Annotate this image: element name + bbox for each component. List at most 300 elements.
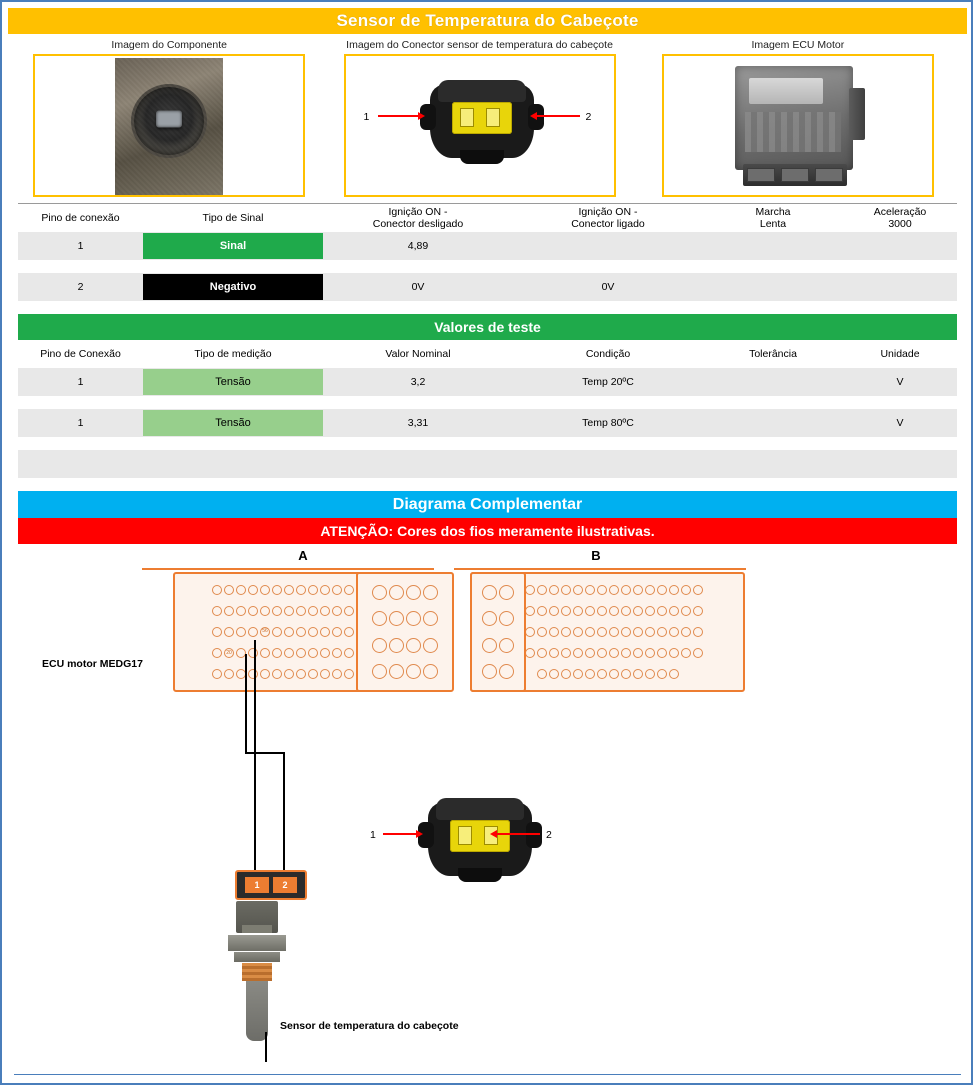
ecu-photo <box>731 62 865 188</box>
ecu-pin <box>389 585 404 600</box>
ecu-pin <box>573 627 583 637</box>
sensor-thread <box>242 963 272 981</box>
ecu-pin <box>212 606 222 616</box>
connector-a-underline <box>142 568 434 570</box>
ecu-pin <box>525 627 535 637</box>
ecu-pin <box>657 627 667 637</box>
ecu-pin <box>597 627 607 637</box>
ecu-pin <box>332 648 342 658</box>
ecu-pin <box>657 606 667 616</box>
connector-drawing <box>420 78 544 164</box>
connector-pin1-arrowhead <box>418 112 425 120</box>
ecu-pin <box>389 664 404 679</box>
ecu-connector-a-right-pins <box>363 579 447 685</box>
ecu-pin <box>657 585 667 595</box>
ecu-pin <box>537 627 547 637</box>
connector-b-underline <box>454 568 746 570</box>
col-header-line2: Conector ligado <box>571 218 645 230</box>
ecu-pin <box>344 627 354 637</box>
ecu-pin <box>320 606 330 616</box>
sensor-pin-1: 1 <box>245 877 269 893</box>
sensor-hex-lower <box>234 952 280 962</box>
cell-measure-type <box>143 368 323 396</box>
ecu-photo-frame <box>662 54 934 197</box>
ecu-pin <box>657 669 667 679</box>
diagram-pin2-leader <box>496 833 540 835</box>
ecu-pin <box>260 669 270 679</box>
ecu-pin <box>681 648 691 658</box>
ecu-pin <box>585 585 595 595</box>
image-caption-connector: Imagem do Conector sensor de temperatura do cabeçote <box>346 39 613 51</box>
ecu-pin <box>693 585 703 595</box>
empty-row-cell <box>18 450 957 478</box>
table-spacer <box>18 437 957 450</box>
cell-signal-type <box>143 232 323 260</box>
col-header-line1: Marcha <box>755 206 791 218</box>
ecu-pin <box>669 606 679 616</box>
cell-condition: Temp 80ºC <box>513 409 703 437</box>
ecu-pin <box>284 606 294 616</box>
spacer-cell <box>18 260 957 273</box>
test-table-header-row <box>18 340 957 368</box>
image-card-component <box>18 37 320 197</box>
ecu-pin <box>645 627 655 637</box>
ecu-pin <box>561 648 571 658</box>
ecu-pin <box>423 585 438 600</box>
ecu-pin <box>332 585 342 595</box>
ecu-pin <box>549 627 559 637</box>
ecu-pin <box>499 611 514 626</box>
diagram-connector-pin2-label: 2 <box>546 829 552 841</box>
col-header-signal-type: Tipo de Sinal <box>202 212 264 224</box>
photo-texture-overlay <box>115 58 223 196</box>
col-header-ign-on-connected <box>513 204 703 232</box>
ecu-pin <box>308 648 318 658</box>
ecu-pin <box>332 627 342 637</box>
col-header-measure-type: Tipo de medição <box>194 348 272 360</box>
connector-pin2-leader <box>536 115 580 117</box>
ecu-pin <box>320 648 330 658</box>
measure-badge: Tensão <box>143 410 323 436</box>
ecu-pin <box>669 669 679 679</box>
ecu-pin <box>525 648 535 658</box>
ecu-pin <box>645 669 655 679</box>
ecu-pin <box>406 664 421 679</box>
cell-condition: Temp 20ºC <box>513 368 703 396</box>
connector-cavity-1 <box>460 108 474 127</box>
ecu-pin <box>224 606 234 616</box>
ecu-pin <box>609 648 619 658</box>
ecu-connector-slot <box>781 168 809 182</box>
col-header-accel <box>843 204 957 232</box>
pin-row <box>477 638 519 653</box>
ecu-pin <box>585 648 595 658</box>
cell-accel <box>843 232 957 260</box>
ecu-pin <box>573 585 583 595</box>
table-spacer <box>18 301 957 314</box>
ecu-pin <box>296 606 306 616</box>
cell-accel <box>843 273 957 301</box>
ecu-pin <box>372 585 387 600</box>
ecu-pin <box>372 611 387 626</box>
ecu-pin <box>669 585 679 595</box>
ecu-pin <box>308 669 318 679</box>
ecu-pin <box>645 606 655 616</box>
col-header-pin: Pino de Conexão <box>40 348 121 360</box>
col-header-unit: Unidade <box>880 348 920 360</box>
ecu-pin <box>525 585 535 595</box>
connector-yellow-insert <box>450 820 510 852</box>
col-header-line2: 3000 <box>888 218 912 230</box>
ecu-pin <box>549 648 559 658</box>
ecu-pin <box>681 627 691 637</box>
ecu-pin <box>621 648 631 658</box>
ecu-pin <box>597 669 607 679</box>
pin-row <box>363 585 447 600</box>
ecu-pin <box>621 627 631 637</box>
ecu-connector-slot <box>747 168 775 182</box>
cell-nominal: 3,2 <box>323 368 513 396</box>
test-table <box>18 340 957 491</box>
ecu-pin <box>296 627 306 637</box>
ecu-pin <box>272 606 282 616</box>
wire-signal-vertical <box>245 654 247 754</box>
connector-wing-right <box>526 822 542 848</box>
cell-ign-on-disconnected: 4,89 <box>323 232 513 260</box>
spacer-cell <box>18 478 957 491</box>
ecu-pin <box>597 648 607 658</box>
spacer-cell <box>18 396 957 409</box>
ecu-pin <box>284 669 294 679</box>
ecu-pin <box>406 638 421 653</box>
sensor-caption: Sensor de temperatura do cabeçote <box>280 1020 459 1032</box>
ecu-pin <box>482 585 497 600</box>
ecu-pin <box>482 664 497 679</box>
ecu-pin <box>585 669 595 679</box>
ecu-pin <box>260 585 270 595</box>
pin-row <box>477 611 519 626</box>
diagram-connector-pin1-label: 1 <box>370 829 376 841</box>
ecu-pin <box>224 585 234 595</box>
cell-ign-on-connected <box>513 232 703 260</box>
ecu-pin <box>693 606 703 616</box>
table-row-empty <box>18 450 957 478</box>
connector-pin1-label: 1 <box>363 111 370 123</box>
cell-nominal: 3,31 <box>323 409 513 437</box>
diagram-pin2-arrowhead <box>490 830 497 838</box>
test-section-title: Valores de teste <box>18 314 957 340</box>
measure-badge: Tensão <box>143 369 323 395</box>
col-header-line2: Conector desligado <box>372 218 464 230</box>
ecu-pin <box>423 664 438 679</box>
ecu-pin <box>296 669 306 679</box>
ecu-pin <box>212 627 222 637</box>
connector-foot <box>460 150 504 164</box>
test-table-wrap <box>8 340 967 491</box>
ecu-pin <box>236 606 246 616</box>
sensor-pin-2: 2 <box>273 877 297 893</box>
col-header-ign-on-disconnected <box>323 204 513 232</box>
ecu-pin <box>537 606 547 616</box>
connector-a-label: A <box>298 548 308 563</box>
ecu-pin <box>308 627 318 637</box>
ecu-pin <box>406 585 421 600</box>
ecu-pin <box>645 585 655 595</box>
cell-signal-type <box>143 273 323 301</box>
ecu-pin <box>633 606 643 616</box>
diagram-warning: ATENÇÃO: Cores dos fios meramente ilustrativas. <box>18 518 957 544</box>
component-photo <box>115 58 223 196</box>
ecu-pin <box>633 585 643 595</box>
ecu-pin <box>236 585 246 595</box>
ecu-body <box>735 66 853 170</box>
ecu-pin <box>372 638 387 653</box>
cell-tolerance <box>703 368 843 396</box>
sensor-connector-2pin <box>235 870 307 900</box>
wire-signal-down <box>254 730 256 872</box>
ecu-pin <box>609 627 619 637</box>
connector-cavity-1 <box>458 826 472 845</box>
ecu-pin <box>308 585 318 595</box>
pin-table <box>18 204 957 314</box>
col-header-line1: Aceleração <box>873 206 927 218</box>
ecu-pin <box>657 648 667 658</box>
cell-unit: V <box>843 368 957 396</box>
ecu-pin <box>585 606 595 616</box>
cell-unit: V <box>843 409 957 437</box>
signal-badge: Negativo <box>143 274 323 300</box>
ecu-pin <box>248 648 258 658</box>
ecu-pin <box>344 669 354 679</box>
ecu-pin <box>272 585 282 595</box>
col-header-line2: Lenta <box>759 218 787 230</box>
ecu-pin <box>561 627 571 637</box>
image-card-ecu <box>639 37 957 197</box>
pin-row <box>477 664 519 679</box>
ecu-pin <box>260 648 270 658</box>
pin-row <box>363 638 447 653</box>
ecu-pin <box>597 585 607 595</box>
col-header-nominal: Valor Nominal <box>385 348 451 360</box>
table-row <box>18 232 957 260</box>
ecu-pin <box>320 585 330 595</box>
connector-pin1-leader <box>378 115 420 117</box>
ecu-pin <box>609 606 619 616</box>
col-header-pin: Pino de conexão <box>41 212 120 224</box>
ecu-pin <box>224 669 234 679</box>
ecu-pin <box>372 664 387 679</box>
ecu-side-fin <box>849 88 865 140</box>
ecu-pin <box>406 611 421 626</box>
ecu-pin <box>585 627 595 637</box>
sensor-head <box>236 901 278 933</box>
connector-cavity-2 <box>486 108 500 127</box>
ecu-pin <box>332 669 342 679</box>
col-header-idle <box>703 204 843 232</box>
ecu-pin <box>389 638 404 653</box>
spacer-cell <box>18 437 957 450</box>
image-row <box>8 34 967 197</box>
ecu-connector-slot <box>815 168 843 182</box>
connector-b-label: B <box>591 548 601 563</box>
page-title: Sensor de Temperatura do Cabeçote <box>8 8 967 34</box>
ecu-pin <box>633 627 643 637</box>
ecu-pin <box>573 648 583 658</box>
col-header-line1: Ignição ON - <box>388 206 448 218</box>
ecu-pin <box>693 648 703 658</box>
diagram-area <box>18 544 957 1054</box>
ecu-pin <box>537 669 547 679</box>
ecu-connector-a-right <box>356 572 454 692</box>
ecu-pin <box>499 638 514 653</box>
ecu-pin <box>609 669 619 679</box>
diagram-pin1-leader <box>383 833 419 835</box>
ecu-pin <box>669 648 679 658</box>
ecu-pin <box>669 627 679 637</box>
ecu-pin <box>389 611 404 626</box>
ecu-pin <box>344 585 354 595</box>
ecu-pin <box>272 669 282 679</box>
cell-pin: 1 <box>18 232 143 260</box>
ecu-pin <box>537 648 547 658</box>
ecu-connector-b-left-pins <box>477 579 519 685</box>
ecu-pin <box>621 606 631 616</box>
ecu-pin <box>597 606 607 616</box>
component-photo-frame <box>33 54 305 197</box>
cell-pin: 1 <box>18 409 143 437</box>
image-caption-component: Imagem do Componente <box>111 39 227 51</box>
ecu-pin <box>561 606 571 616</box>
ecu-pin <box>332 606 342 616</box>
table-row <box>18 409 957 437</box>
pin-row <box>363 664 447 679</box>
ecu-pin <box>272 627 282 637</box>
cell-measure-type <box>143 409 323 437</box>
ecu-pin <box>344 606 354 616</box>
wire-ground-down <box>283 752 285 870</box>
col-header-condition: Condição <box>585 348 631 360</box>
col-header-line1: Ignição ON - <box>578 206 638 218</box>
ecu-pin <box>573 669 583 679</box>
ecu-pin <box>549 606 559 616</box>
ecu-pin <box>248 669 258 679</box>
ecu-pin <box>296 648 306 658</box>
connector-pin2-arrowhead <box>530 112 537 120</box>
ecu-pin <box>633 669 643 679</box>
ecu-pin <box>260 606 270 616</box>
signal-badge: Sinal <box>143 233 323 259</box>
ecu-pin <box>621 669 631 679</box>
ecu-pin <box>284 648 294 658</box>
ecu-pin <box>482 611 497 626</box>
ecu-pin <box>320 627 330 637</box>
ecu-pin <box>236 627 246 637</box>
ecu-pin <box>248 606 258 616</box>
table-spacer <box>18 478 957 491</box>
ecu-pin <box>693 627 703 637</box>
connector-yellow-insert <box>452 102 512 134</box>
ecu-pin <box>537 585 547 595</box>
diagram-connector-drawing <box>418 796 542 882</box>
ecu-pin <box>212 648 222 658</box>
cell-ign-on-connected: 0V <box>513 273 703 301</box>
spacer-cell <box>18 301 957 314</box>
ecu-pin <box>549 669 559 679</box>
table-row <box>18 368 957 396</box>
cell-tolerance <box>703 409 843 437</box>
ecu-pin <box>320 669 330 679</box>
cell-idle <box>703 273 843 301</box>
diagram-band-title: Diagrama Complementar <box>18 491 957 518</box>
ecu-pin-signal: 56 <box>260 627 270 637</box>
cell-pin: 1 <box>18 368 143 396</box>
ecu-pin <box>482 638 497 653</box>
ecu-pin <box>296 585 306 595</box>
ecu-pin <box>212 669 222 679</box>
ecu-pin <box>621 585 631 595</box>
cell-ign-on-disconnected: 0V <box>323 273 513 301</box>
ecu-pin <box>499 664 514 679</box>
pin-row <box>363 611 447 626</box>
ecu-pin <box>344 648 354 658</box>
ecu-pin <box>423 638 438 653</box>
wire-bottom-stub <box>265 1032 267 1062</box>
worksheet-inner <box>8 8 967 1079</box>
pin-table-wrap <box>8 204 967 314</box>
ecu-pin <box>561 669 571 679</box>
cell-idle <box>703 232 843 260</box>
table-spacer <box>18 260 957 273</box>
ecu-motor-label: ECU motor MEDG17 <box>42 658 143 670</box>
ecu-pin <box>633 648 643 658</box>
ecu-pin <box>284 585 294 595</box>
pin-row <box>477 585 519 600</box>
ecu-connector-b-left <box>470 572 526 692</box>
connector-pin2-label: 2 <box>585 111 592 123</box>
ecu-pin-ground: 20 <box>224 648 234 658</box>
wire-ground-horizontal <box>245 752 285 754</box>
cell-pin: 2 <box>18 273 143 301</box>
diagram-pin1-arrowhead <box>416 830 423 838</box>
ecu-pin <box>224 627 234 637</box>
ecu-pin <box>681 606 691 616</box>
connector-foot <box>458 868 502 882</box>
ecu-pin <box>212 585 222 595</box>
ecu-pin <box>248 627 258 637</box>
ecu-pin <box>272 648 282 658</box>
table-spacer <box>18 396 957 409</box>
ecu-pin <box>423 611 438 626</box>
ecu-pin <box>284 627 294 637</box>
ecu-pin <box>561 585 571 595</box>
image-card-connector <box>320 37 638 197</box>
image-caption-ecu: Imagem ECU Motor <box>751 39 845 51</box>
ecu-connector-strip <box>743 164 847 186</box>
ecu-pin <box>549 585 559 595</box>
ecu-pin <box>645 648 655 658</box>
connector-photo-frame <box>344 54 616 197</box>
ecu-pin <box>609 585 619 595</box>
page-footer-divider <box>14 1074 961 1075</box>
sensor-hex-upper <box>228 935 286 951</box>
ecu-pin <box>308 606 318 616</box>
col-header-tolerance: Tolerância <box>749 348 797 360</box>
ecu-pin <box>681 585 691 595</box>
ecu-pin <box>573 606 583 616</box>
ecu-pin <box>525 606 535 616</box>
pin-table-header-row <box>18 204 957 232</box>
ecu-pin <box>499 585 514 600</box>
